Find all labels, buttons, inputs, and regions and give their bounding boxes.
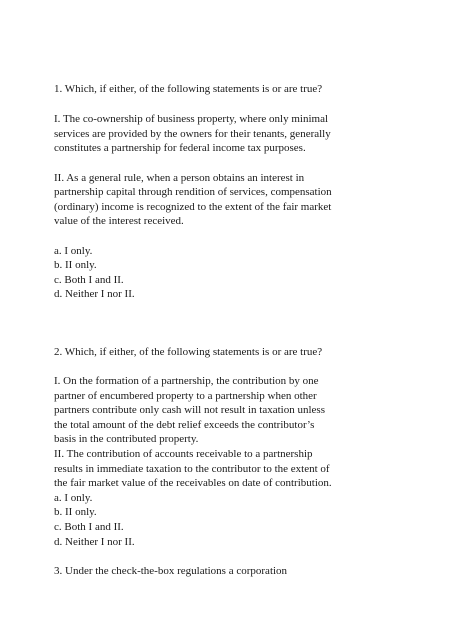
question-1-statement-2-line-2: partnership capital through rendition of services, compensation	[54, 186, 332, 199]
question-2-statement-1-line-5: basis in the contributed property.	[54, 433, 199, 446]
question-2-option-d: d. Neither I nor II.	[54, 535, 135, 548]
question-1-statement-2-line-4: value of the interest received.	[54, 215, 184, 228]
question-2-statement-2-line-3: the fair market value of the receivables on date of contribution.	[54, 477, 332, 490]
question-2-option-b: b. II only.	[54, 506, 97, 519]
question-2-statement-2-line-2: results in immediate taxation to the contributor to the extent of	[54, 462, 330, 475]
question-2-statement-1-line-2: partner of encumbered property to a partnership when other	[54, 389, 317, 402]
question-1-statement-1-line-1: I. The co-ownership of business property, where only minimal	[54, 113, 329, 125]
question-1-statement-1-line-2: services are provided by the owners for their tenants, generally	[54, 127, 331, 140]
question-1-option-b: b. II only.	[54, 259, 97, 272]
question-1-option-c: c. Both I and II.	[54, 273, 124, 286]
question-2-statement-1-line-3: partners contribute only cash will not result in taxation unless	[54, 404, 325, 417]
question-2-statement-1-line-4: the total amount of the debt relief exceeds the contributor’s	[54, 418, 315, 431]
question-1-prompt: 1. Which, if either, of the following statements is or are true?	[54, 83, 323, 95]
question-2-statement-2-line-1: II. The contribution of accounts receivable to a partnership	[54, 448, 313, 460]
question-1-statement-2-line-1: II. As a general rule, when a person obtains an interest in	[54, 171, 305, 184]
question-1-option-d: d. Neither I nor II.	[54, 288, 135, 301]
question-2-option-a: a. I only.	[54, 491, 93, 504]
question-1-statement-2-line-3: (ordinary) income is recognized to the extent of the fair market	[54, 200, 332, 213]
question-2-statement-1-line-1: I. On the formation of a partnership, the contribution by one	[54, 375, 319, 387]
question-1-option-a: a. I only.	[54, 244, 93, 257]
question-2-prompt: 2. Which, if either, of the following statements is or are true?	[54, 346, 323, 358]
question-2-option-c: c. Both I and II.	[54, 521, 124, 533]
question-3-prompt: 3. Under the check-the-box regulations a corporation	[54, 564, 288, 577]
question-1-statement-1-line-3: constitutes a partnership for federal income tax purposes.	[54, 142, 306, 155]
